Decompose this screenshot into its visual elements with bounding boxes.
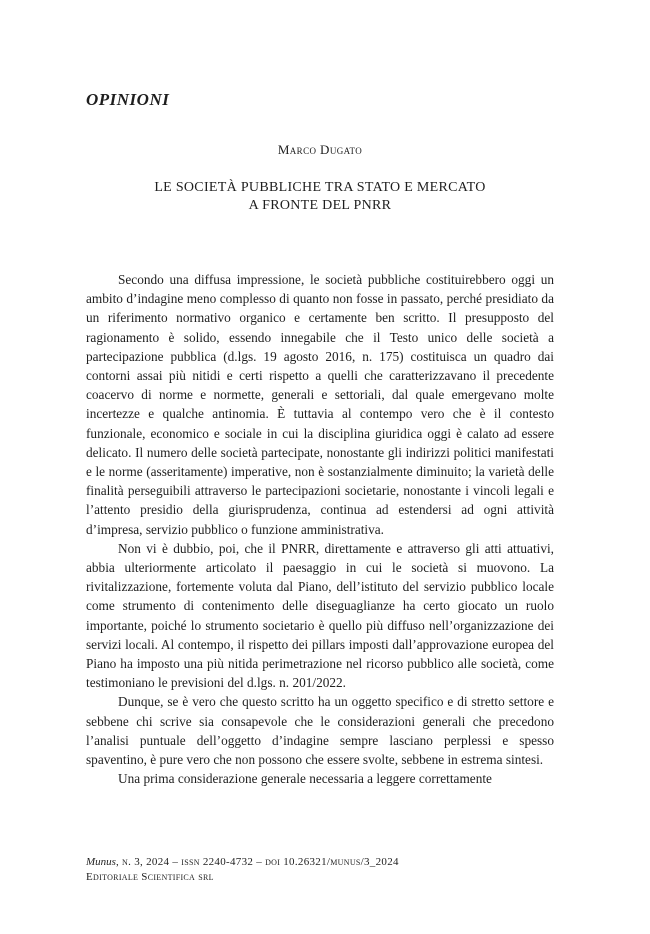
article-title (86, 179, 554, 215)
paragraph-4: Una prima considerazione generale necessaria a leggere correttamente (118, 771, 492, 787)
title-line-1: LE SOCIETÀ PUBBLICHE TRA STATO E MERCATO (154, 180, 486, 195)
issue-info: , n. 3, 2024 – issn 2240-4732 – doi 10.26321/munus/3_2024 (115, 856, 399, 868)
page-footer (86, 855, 554, 885)
article-body (86, 270, 554, 788)
citation-line (86, 855, 554, 870)
author-name: Marco Dugato (277, 142, 363, 157)
paragraph-1: Secondo una diffusa impressione, le società pubbliche costituirebbero oggi un ambito d’indagine meno complesso di quanto non fosse in passato, perché presidiato da un riferimento normativo organico e certamente ben scritto. Il presupposto del ragionamento è solido, essendo innegabile che il Testo unico delle società a partecipazione pubblica (d.lgs. 19 agosto 2016, n. 175) costituisca un quadro dai contorni assai più nitidi e certi rispetto a quelli che caratterizzavano il precedente coacervo di norme e normette, generali e settoriali, dal quale emergevano molte incertezze e qualche antinomia. È tuttavia al contempo vero che è il contesto funzionale, economico e sociale in cui la disciplina giuridica oggi è calato ad essere delicato. Il numero delle società partecipate, nonostante gli indirizzi politici manifestati e le norme (asseritamente) imperative, non è sostanzialmente diminuito; la varietà delle finalità perseguibili attraverso le partecipazioni societarie, nonostante i vincoli legali e l’attento presidio della giurisprudenza, continua ad estendersi ad ogni attività d’impresa, servizio pubblico o funzione amministrativa. (86, 272, 554, 537)
paragraph-2: Non vi è dubbio, poi, che il PNRR, direttamente e attraverso gli atti attuativi, abbia ulteriormente articolato il paesaggio in cui le società si muovono. La rivitalizzazione, fortemente voluta dal Piano, dell’istituto del servizio pubblico locale come strumento di contenimento delle diseguaglianze ha certo giocato un ruolo importante, poiché lo strumento societario è quello più diffuso nell’organizzazione dei servizi locali. Al contempo, il rispetto dei pillars imposti dall’approvazione europea del Piano ha imposto una più nitida perimetrazione nel ricorso pubblico alle società, come testimoniano le previsioni del d.lgs. n. 201/2022. (86, 540, 554, 691)
section-label: OPINIONI (86, 90, 170, 109)
publisher-name: Editoriale Scientifica srl (86, 871, 214, 883)
title-line-2: A FRONTE DEL PNRR (248, 198, 392, 213)
paragraph-3: Dunque, se è vero che questo scritto ha un oggetto specifico e di stretto settore e sebbene chi scrive sia consapevole che le considerazioni generali che precedono l’analisi puntuale dell’oggetto d’indagine sempre lasciano perplessi e spesso spaventino, è pure vero che non possono che essere svolte, sebbene in estrema sintesi. (86, 694, 554, 768)
journal-name: Munus (86, 856, 116, 868)
